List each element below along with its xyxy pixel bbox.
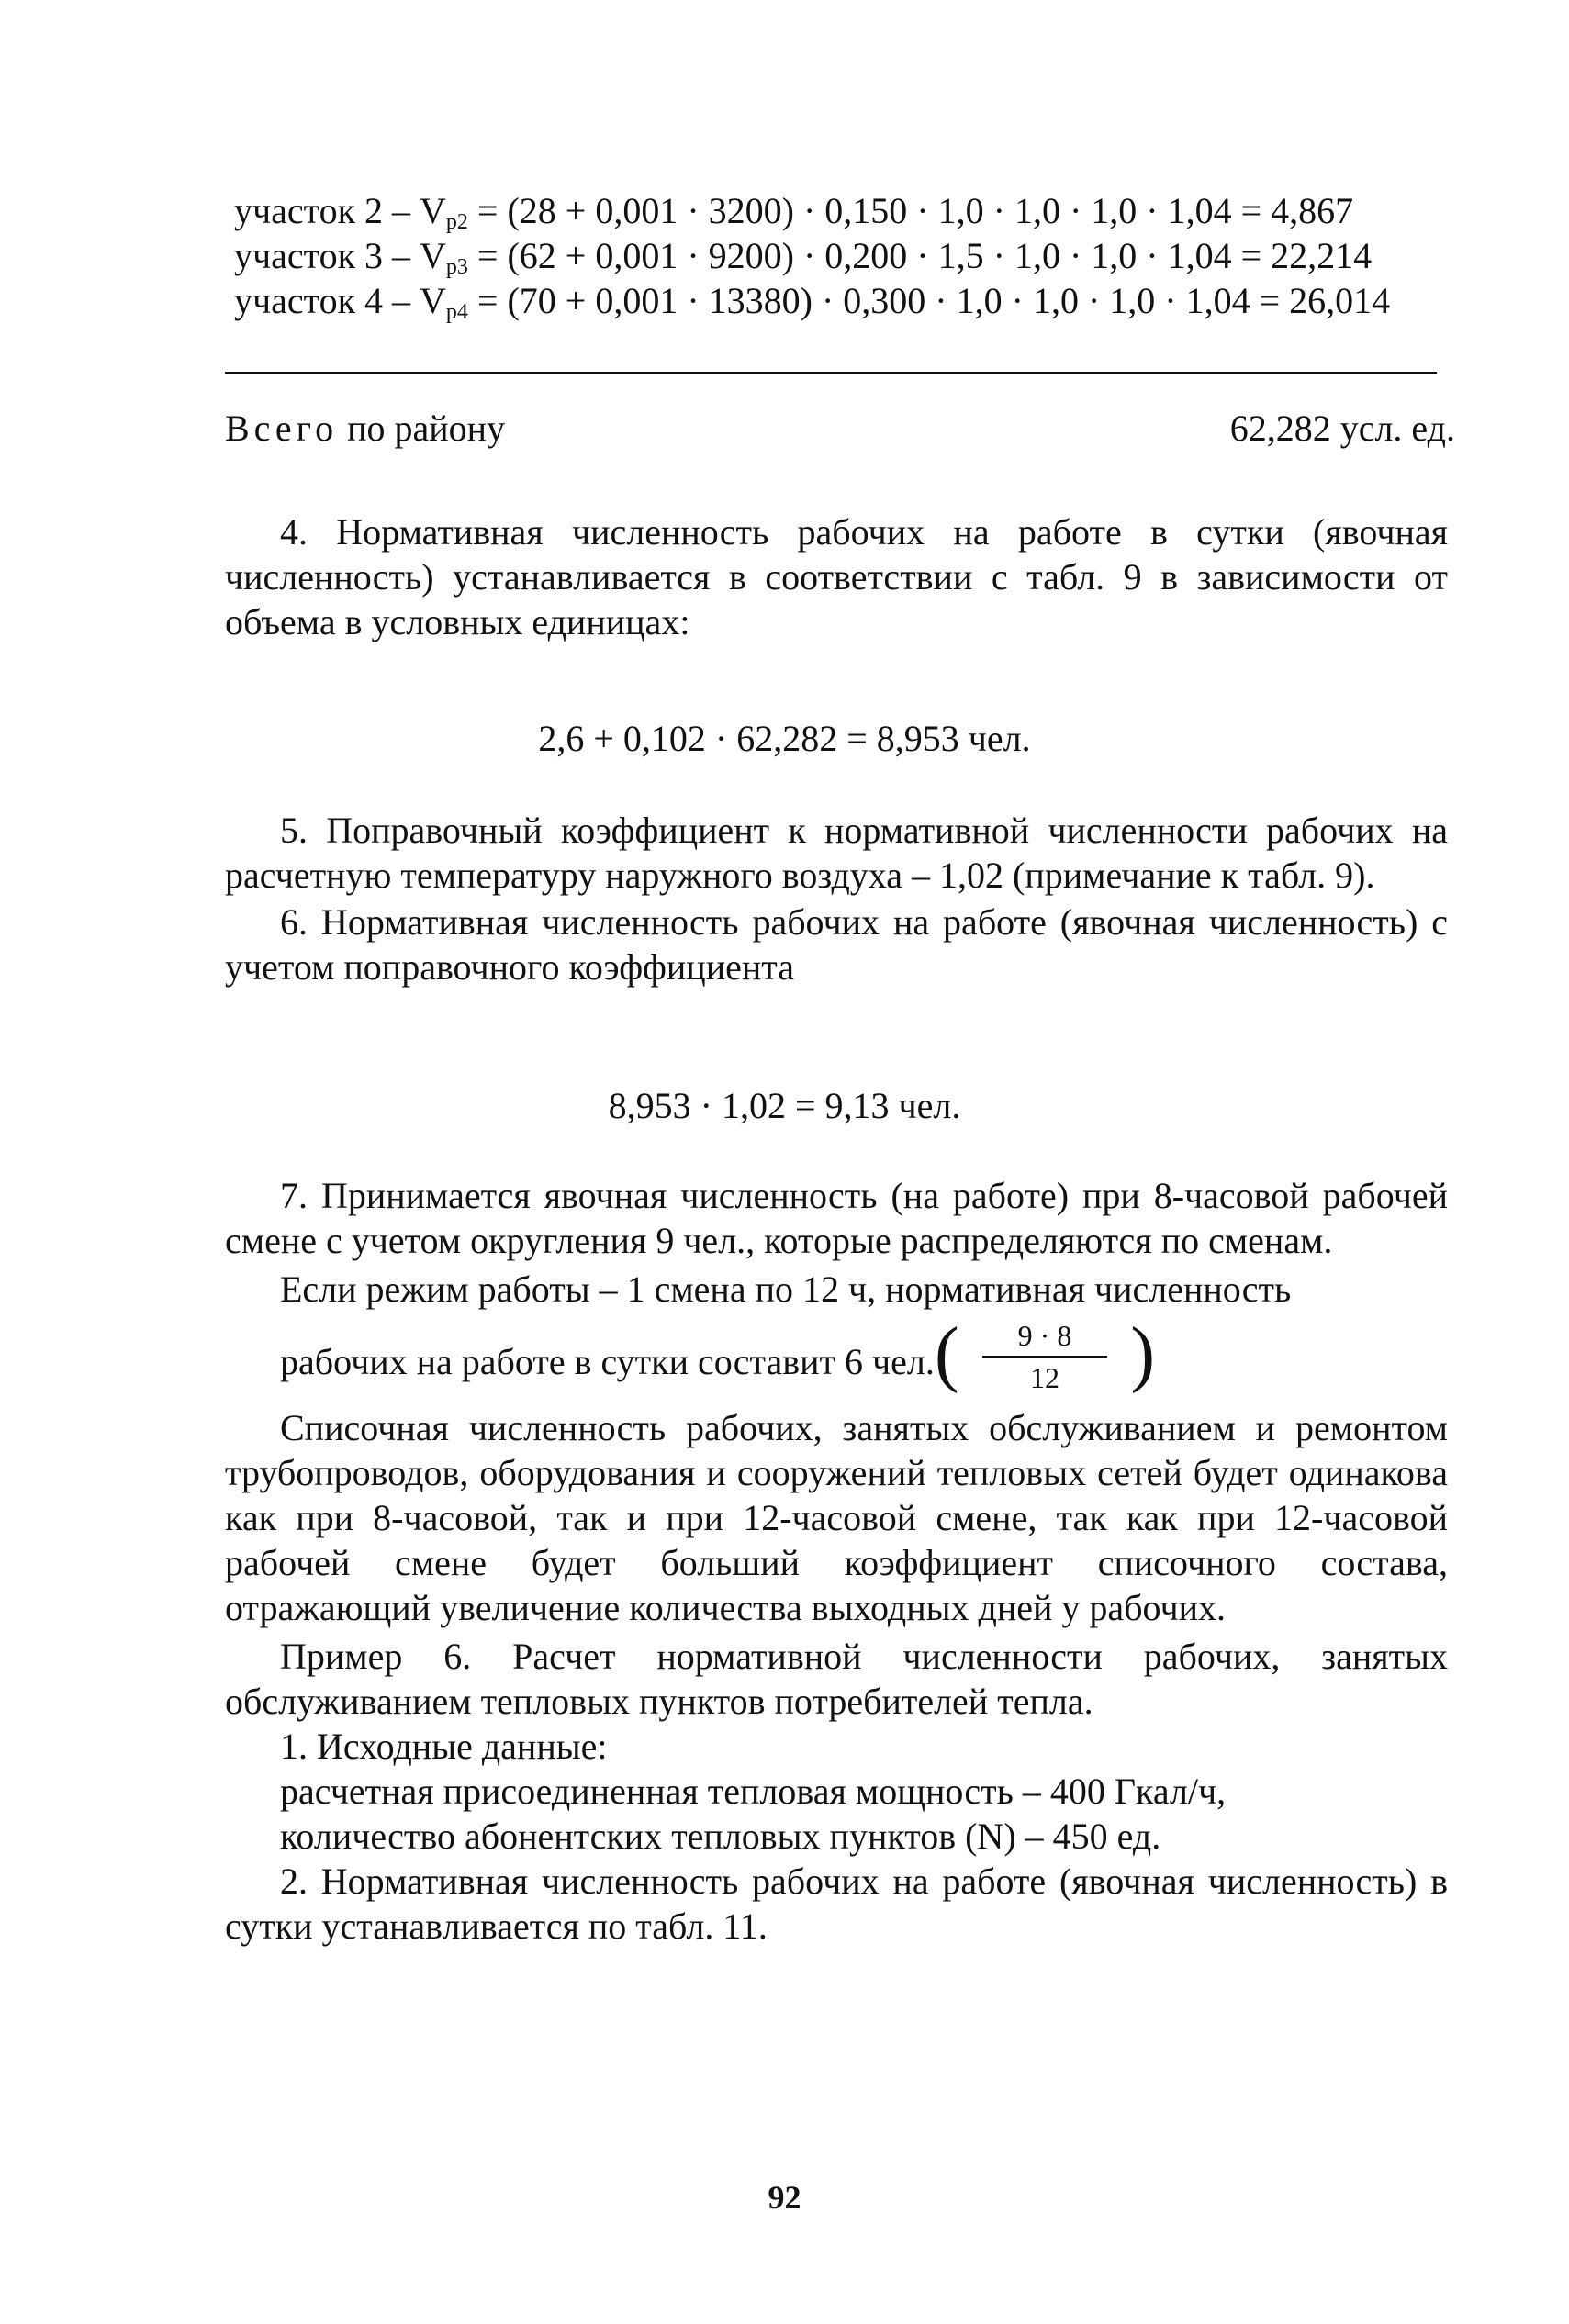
calc-line-section-3 <box>234 233 1428 278</box>
paragraph-5: 5. Поправочный коэффициент к нормативной численности рабочих на расчетную температуру наружного воздуха – 1,02 (примечание к табл. 9). <box>225 810 1448 896</box>
left-parenthesis: ( <box>935 1313 959 1394</box>
total-label-spaced: Всего <box>225 408 339 449</box>
paragraph-7: 7. Принимается явочная численность (на работе) при 8-часовой рабочей смене с учетом округления 9 чел., которые распределяются по сменам. <box>225 1175 1448 1261</box>
calc-line-prefix: участок 2 – V <box>234 190 446 231</box>
calc-line-subscript: p2 <box>445 210 468 234</box>
paragraph-example-6-step-2: 2. Нормативная численность рабочих на работе (явочная численность) в сутки устанавливается по табл. 11. <box>225 1860 1448 1947</box>
page-number: 92 <box>768 2179 801 2216</box>
calc-line-subscript: p3 <box>445 255 468 279</box>
paragraph-5-6-block <box>225 808 1448 989</box>
total-row <box>225 406 1455 452</box>
calc-line-expression: = (62 + 0,001 · 9200) · 0,200 · 1,5 · 1,0 · 1,0 · 1,04 = 22,214 <box>467 235 1373 276</box>
total-label <box>225 406 505 451</box>
paragraph-initial-data: 1. Исходные данные: <box>280 1726 608 1767</box>
fraction-denominator: 12 <box>1030 1361 1059 1394</box>
paragraph-4-block <box>225 509 1448 644</box>
calc-line-expression: = (28 + 0,001 · 3200) · 0,150 · 1,0 · 1,0 · 1,0 · 1,04 = 4,867 <box>467 190 1354 231</box>
fraction-bar <box>982 1356 1107 1358</box>
total-divider-line <box>225 372 1437 374</box>
calc-line-expression: = (70 + 0,001 · 13380) · 0,300 · 1,0 · 1,0 · 1,0 · 1,04 = 26,014 <box>467 280 1391 321</box>
formula-corrected-headcount: 8,953 · 1,02 = 9,13 чел. <box>608 1085 961 1126</box>
paragraph-example-6: Пример 6. Расчет нормативной численности рабочих, занятых обслуживанием тепловых пунктов потребителей тепла. <box>225 1636 1448 1722</box>
paragraph-7-8-block <box>225 1173 1448 1949</box>
fraction-expression <box>935 1312 1155 1403</box>
paragraph-8-line-2 <box>225 1312 1448 1403</box>
paragraph-4: 4. Нормативная численность рабочих на работе в сутки (явочная численность) устанавливается в соответствии с табл. 9 в зависимости от объема в условных единицах: <box>225 511 1448 642</box>
fraction-numerator: 9 · 8 <box>1017 1319 1072 1352</box>
calc-line-prefix: участок 4 – V <box>234 280 446 321</box>
calculation-block <box>234 188 1428 323</box>
formula-headcount: 2,6 + 0,102 · 62,282 = 8,953 чел. <box>538 718 1031 759</box>
paragraph-9: Списочная численность рабочих, занятых обслуживанием и ремонтом трубопроводов, оборудования и сооружений тепловых сетей будет одинакова как при 8-часовой, так и при 12-часовой смене, так как при 12-часовой рабочей смене будет больший коэффициент списочного состава, отражающий увеличение количества выходных дней у рабочих. <box>225 1407 1448 1628</box>
paragraph-6: 6. Нормативная численность рабочих на работе (явочная численность) с учетом поправочного коэффициента <box>225 901 1448 988</box>
paragraph-8-text: рабочих на работе в сутки составит 6 чел. <box>280 1341 935 1382</box>
calc-line-prefix: участок 3 – V <box>234 235 446 276</box>
paragraph-8-line-1: Если режим работы – 1 смена по 12 ч, нормативная численность <box>280 1268 1292 1310</box>
paragraph-heat-capacity: расчетная присоединенная тепловая мощность – 400 Гкал/ч, <box>280 1771 1227 1812</box>
calc-line-subscript: p4 <box>445 300 468 324</box>
total-label-rest: по району <box>338 408 506 449</box>
calc-line-section-2 <box>234 188 1428 233</box>
total-value: 62,282 усл. ед. <box>1229 408 1455 449</box>
right-parenthesis: ) <box>1130 1313 1155 1394</box>
calc-line-section-4 <box>234 278 1428 323</box>
paragraph-heat-points-count: количество абонентских тепловых пунктов (N) – 450 ед. <box>280 1816 1161 1857</box>
